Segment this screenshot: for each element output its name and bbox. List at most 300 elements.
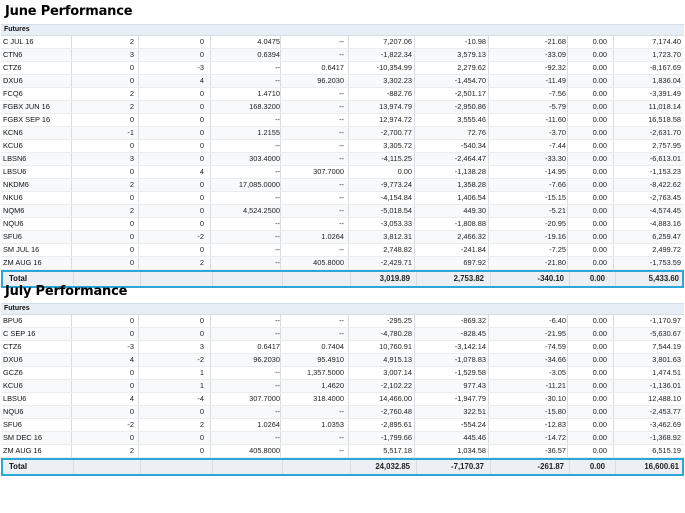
column-divider	[280, 192, 281, 204]
col-9-total: 16,600.61	[644, 462, 679, 471]
column-divider	[569, 272, 570, 286]
column-divider	[280, 166, 281, 178]
col-5-total: 3,019.89	[379, 274, 410, 283]
col-3-cell: --	[275, 193, 280, 202]
col-9-cell: 12,488.10	[648, 394, 681, 403]
column-divider	[138, 114, 139, 126]
column-divider	[414, 218, 415, 230]
symbol-cell: LBSU6	[3, 394, 27, 403]
col-3-cell: --	[275, 167, 280, 176]
column-divider	[414, 432, 415, 444]
column-divider	[414, 140, 415, 152]
col-6-cell: 977.43	[463, 381, 486, 390]
column-divider	[414, 36, 415, 48]
col-8-cell: 0.00	[592, 316, 607, 325]
column-divider	[138, 341, 139, 353]
col-9-cell: -1,153.23	[649, 167, 681, 176]
col-8-cell: 0.00	[592, 102, 607, 111]
col-8-cell: 0.00	[592, 50, 607, 59]
col-4-cell: 0.7404	[321, 342, 344, 351]
column-divider	[138, 328, 139, 340]
column-divider	[210, 419, 211, 431]
column-divider	[282, 272, 283, 286]
col-9-cell: -8,422.62	[649, 180, 681, 189]
col-5-cell: -4,154.84	[380, 193, 412, 202]
table-row[interactable]	[1, 179, 684, 192]
column-divider	[567, 192, 568, 204]
col-3-cell: --	[275, 76, 280, 85]
col-6-cell: 697.92	[463, 258, 486, 267]
col-1-cell: -1	[127, 128, 134, 137]
col-7-total: -340.10	[537, 274, 564, 283]
column-divider	[71, 315, 72, 327]
column-divider	[567, 166, 568, 178]
column-divider	[71, 153, 72, 165]
col-2-cell: 0	[199, 102, 204, 111]
col-3-cell: 1.4710	[257, 89, 280, 98]
symbol-cell: SM DEC 16	[3, 433, 43, 442]
column-divider	[71, 419, 72, 431]
table-row[interactable]	[1, 328, 684, 341]
column-divider	[71, 140, 72, 152]
col-8-cell: 0.00	[592, 407, 607, 416]
col-8-cell: 0.00	[592, 420, 607, 429]
symbol-cell: KCU6	[3, 381, 23, 390]
column-divider	[414, 205, 415, 217]
column-divider	[210, 75, 211, 87]
col-5-cell: -2,102.22	[380, 381, 412, 390]
column-divider	[348, 101, 349, 113]
col-4-cell: --	[339, 193, 344, 202]
column-divider	[210, 218, 211, 230]
table-row[interactable]	[1, 218, 684, 231]
column-divider	[613, 140, 614, 152]
column-divider	[488, 153, 489, 165]
col-5-cell: 10,760.91	[379, 342, 412, 351]
table-row[interactable]	[1, 231, 684, 244]
column-divider	[210, 244, 211, 256]
col-6-cell: -1,808.88	[454, 219, 486, 228]
col-4-cell: 0.6417	[321, 63, 344, 72]
column-divider	[282, 460, 283, 474]
column-divider	[613, 101, 614, 113]
table-row[interactable]	[1, 127, 684, 140]
column-divider	[567, 49, 568, 61]
col-6-cell: -2,501.17	[454, 89, 486, 98]
table-row[interactable]	[1, 166, 684, 179]
col-3-cell: 17,085.0000	[238, 180, 280, 189]
column-divider	[280, 315, 281, 327]
column-divider	[138, 244, 139, 256]
column-divider	[280, 393, 281, 405]
col-9-cell: 6,515.19	[652, 446, 681, 455]
table-row[interactable]	[1, 406, 684, 419]
col-6-cell: -1,454.70	[454, 76, 486, 85]
column-divider	[488, 367, 489, 379]
table-row[interactable]	[1, 75, 684, 88]
symbol-cell: SFU6	[3, 232, 22, 241]
table-row[interactable]	[1, 192, 684, 205]
column-divider	[567, 218, 568, 230]
column-divider	[488, 393, 489, 405]
col-3-cell: --	[275, 407, 280, 416]
col-2-cell: 0	[199, 37, 204, 46]
symbol-cell: ZM AUG 16	[3, 446, 42, 455]
table-row[interactable]	[1, 114, 684, 127]
col-5-cell: -882.76	[386, 89, 412, 98]
symbol-cell: C SEP 16	[3, 329, 36, 338]
col-5-cell: 3,812.31	[383, 232, 412, 241]
column-divider	[71, 380, 72, 392]
col-7-cell: -15.80	[545, 407, 566, 416]
column-divider	[350, 460, 351, 474]
col-9-cell: 16,518.58	[648, 115, 681, 124]
july-title: July Performance	[5, 284, 128, 299]
col-6-cell: 2,466.32	[457, 232, 486, 241]
table-row[interactable]	[1, 393, 684, 406]
column-divider	[71, 179, 72, 191]
column-divider	[613, 166, 614, 178]
col-1-cell: 0	[129, 368, 134, 377]
column-divider	[613, 88, 614, 100]
symbol-cell: ZM AUG 16	[3, 258, 42, 267]
column-divider	[567, 101, 568, 113]
column-divider	[414, 88, 415, 100]
column-divider	[280, 445, 281, 457]
col-7-cell: -33.30	[545, 154, 566, 163]
col-7-cell: -30.10	[545, 394, 566, 403]
col-4-cell: --	[339, 446, 344, 455]
col-7-cell: -92.32	[545, 63, 566, 72]
col-6-cell: 3,555.46	[457, 115, 486, 124]
col-9-cell: -8,167.69	[649, 63, 681, 72]
table-row[interactable]	[1, 419, 684, 432]
column-divider	[280, 419, 281, 431]
table-row[interactable]	[1, 341, 684, 354]
col-3-cell: --	[275, 381, 280, 390]
col-3-cell: --	[275, 63, 280, 72]
col-4-cell: --	[339, 154, 344, 163]
col-7-cell: -74.59	[545, 342, 566, 351]
col-3-cell: 303.4000	[249, 154, 280, 163]
col-4-cell: --	[339, 433, 344, 442]
table-row[interactable]	[1, 36, 684, 49]
col-5-cell: 3,302.23	[383, 76, 412, 85]
col-8-cell: 0.00	[592, 63, 607, 72]
column-divider	[414, 354, 415, 366]
col-1-cell: 3	[129, 50, 134, 59]
col-4-cell: 96.2030	[317, 76, 344, 85]
column-divider	[210, 205, 211, 217]
column-divider	[613, 179, 614, 191]
col-7-cell: -33.09	[545, 50, 566, 59]
column-divider	[71, 114, 72, 126]
table-row[interactable]	[1, 315, 684, 328]
column-divider	[488, 432, 489, 444]
column-divider	[567, 75, 568, 87]
column-divider	[280, 179, 281, 191]
col-8-cell: 0.00	[592, 76, 607, 85]
col-9-cell: 6,259.47	[652, 232, 681, 241]
col-4-cell: --	[339, 37, 344, 46]
column-divider	[613, 244, 614, 256]
column-divider	[615, 460, 616, 474]
column-divider	[567, 367, 568, 379]
col-9-cell: -1,136.01	[649, 381, 681, 390]
col-8-total: 0.00	[589, 274, 605, 283]
column-divider	[138, 445, 139, 457]
column-divider	[71, 231, 72, 243]
column-divider	[414, 62, 415, 74]
column-divider	[348, 153, 349, 165]
column-divider	[567, 231, 568, 243]
col-5-cell: -2,700.77	[380, 128, 412, 137]
column-divider	[280, 49, 281, 61]
col-4-cell: 1.4620	[321, 381, 344, 390]
column-divider	[140, 460, 141, 474]
col-2-cell: -3	[197, 63, 204, 72]
col-3-cell: --	[275, 329, 280, 338]
col-4-cell: --	[339, 115, 344, 124]
col-4-cell: 307.7000	[313, 167, 344, 176]
column-divider	[212, 460, 213, 474]
column-divider	[350, 272, 351, 286]
col-2-cell: 0	[199, 180, 204, 189]
col-6-cell: 1,358.28	[457, 180, 486, 189]
table-row[interactable]	[1, 244, 684, 257]
column-divider	[210, 445, 211, 457]
table-row[interactable]	[1, 88, 684, 101]
column-divider	[138, 101, 139, 113]
column-divider	[210, 406, 211, 418]
column-divider	[348, 354, 349, 366]
column-divider	[212, 272, 213, 286]
col-7-cell: -12.83	[545, 420, 566, 429]
symbol-cell: DXU6	[3, 76, 23, 85]
symbol-cell: LBSU6	[3, 167, 27, 176]
table-row[interactable]	[1, 62, 684, 75]
column-divider	[348, 75, 349, 87]
table-row[interactable]	[1, 257, 684, 270]
column-divider	[280, 354, 281, 366]
column-divider	[567, 140, 568, 152]
symbol-cell: GCZ6	[3, 368, 23, 377]
column-divider	[488, 354, 489, 366]
col-9-cell: 7,544.19	[652, 342, 681, 351]
col-9-cell: -1,368.92	[649, 433, 681, 442]
column-divider	[138, 75, 139, 87]
table-row[interactable]	[1, 140, 684, 153]
column-divider	[348, 315, 349, 327]
july-total-row	[1, 458, 684, 476]
col-5-cell: 2,748.82	[383, 245, 412, 254]
column-divider	[138, 49, 139, 61]
column-divider	[414, 166, 415, 178]
column-divider	[210, 36, 211, 48]
column-divider	[348, 218, 349, 230]
table-row[interactable]	[1, 445, 684, 458]
column-divider	[210, 114, 211, 126]
column-divider	[138, 153, 139, 165]
column-divider	[416, 460, 417, 474]
col-9-cell: 1,836.04	[652, 76, 681, 85]
column-divider	[348, 179, 349, 191]
col-5-cell: -4,115.25	[381, 154, 412, 163]
col-7-cell: -34.66	[545, 355, 566, 364]
column-divider	[138, 231, 139, 243]
column-divider	[280, 75, 281, 87]
column-divider	[280, 218, 281, 230]
col-2-cell: 0	[199, 115, 204, 124]
column-divider	[567, 179, 568, 191]
column-divider	[414, 341, 415, 353]
column-divider	[138, 419, 139, 431]
column-divider	[138, 62, 139, 74]
col-5-cell: -1,822.34	[380, 50, 412, 59]
col-1-cell: 0	[129, 219, 134, 228]
column-divider	[567, 419, 568, 431]
col-6-cell: -1,947.79	[454, 394, 486, 403]
col-1-cell: 0	[129, 167, 134, 176]
col-3-cell: --	[275, 232, 280, 241]
col-3-cell: --	[275, 115, 280, 124]
col-2-cell: 0	[199, 433, 204, 442]
july-table	[1, 303, 684, 476]
column-divider	[567, 62, 568, 74]
column-divider	[280, 114, 281, 126]
column-divider	[138, 315, 139, 327]
col-9-total: 5,433.60	[648, 274, 679, 283]
col-9-cell: -1,753.59	[649, 258, 681, 267]
july-rows	[1, 315, 684, 458]
column-divider	[140, 272, 141, 286]
col-6-total: -7,170.37	[451, 462, 484, 471]
column-divider	[138, 192, 139, 204]
column-divider	[71, 432, 72, 444]
col-9-cell: -3,462.69	[649, 420, 681, 429]
col-7-total: -261.87	[537, 462, 564, 471]
col-3-cell: 307.7000	[249, 394, 280, 403]
symbol-cell: NKDM6	[3, 180, 29, 189]
table-row[interactable]	[1, 354, 684, 367]
col-4-cell: 1.0353	[321, 420, 344, 429]
col-7-cell: -14.72	[545, 433, 566, 442]
table-row[interactable]	[1, 205, 684, 218]
column-divider	[348, 445, 349, 457]
symbol-cell: NKU6	[3, 193, 23, 202]
table-row[interactable]	[1, 101, 684, 114]
col-7-cell: -20.95	[545, 219, 566, 228]
col-6-cell: -1,138.28	[454, 167, 486, 176]
symbol-cell: DXU6	[3, 355, 23, 364]
column-divider	[414, 179, 415, 191]
col-8-cell: 0.00	[592, 128, 607, 137]
col-2-cell: 4	[199, 76, 204, 85]
column-divider	[210, 166, 211, 178]
table-row[interactable]	[1, 153, 684, 166]
col-8-cell: 0.00	[592, 258, 607, 267]
col-6-cell: -10.98	[465, 37, 486, 46]
col-9-cell: -4,883.16	[649, 219, 681, 228]
col-2-cell: -2	[197, 355, 204, 364]
col-6-cell: -540.34	[460, 141, 486, 150]
column-divider	[488, 75, 489, 87]
col-3-cell: 0.6394	[257, 50, 280, 59]
column-divider	[613, 231, 614, 243]
column-divider	[210, 367, 211, 379]
column-divider	[567, 445, 568, 457]
col-1-cell: 0	[129, 433, 134, 442]
col-4-cell: --	[339, 329, 344, 338]
column-divider	[138, 36, 139, 48]
column-divider	[613, 341, 614, 353]
col-3-cell: 4.0475	[257, 37, 280, 46]
col-6-cell: -869.32	[460, 316, 486, 325]
column-divider	[71, 205, 72, 217]
col-8-cell: 0.00	[592, 193, 607, 202]
column-divider	[488, 166, 489, 178]
col-6-cell: 445.46	[463, 433, 486, 442]
column-divider	[348, 192, 349, 204]
col-5-total: 24,032.85	[375, 462, 410, 471]
column-divider	[615, 272, 616, 286]
col-6-cell: -3,142.14	[454, 342, 486, 351]
symbol-cell: NQU6	[3, 407, 24, 416]
column-divider	[210, 354, 211, 366]
table-row[interactable]	[1, 49, 684, 62]
col-4-cell: 95.4910	[317, 355, 344, 364]
col-5-cell: 3,305.72	[383, 141, 412, 150]
table-row[interactable]	[1, 367, 684, 380]
col-7-cell: -7.66	[549, 180, 566, 189]
col-8-cell: 0.00	[592, 206, 607, 215]
col-9-cell: 2,757.95	[652, 141, 681, 150]
column-divider	[138, 205, 139, 217]
column-divider	[613, 192, 614, 204]
table-row[interactable]	[1, 380, 684, 393]
column-divider	[567, 244, 568, 256]
july-group-header: Futures	[1, 303, 684, 315]
col-1-cell: 0	[129, 245, 134, 254]
col-6-cell: 3,579.13	[457, 50, 486, 59]
column-divider	[414, 315, 415, 327]
col-6-cell: -2,464.47	[454, 154, 486, 163]
column-divider	[567, 88, 568, 100]
col-7-cell: -5.79	[549, 102, 566, 111]
col-6-cell: -2,950.86	[454, 102, 486, 111]
col-1-cell: 0	[129, 329, 134, 338]
column-divider	[613, 218, 614, 230]
col-9-cell: -2,453.77	[649, 407, 681, 416]
column-divider	[138, 354, 139, 366]
column-divider	[567, 205, 568, 217]
table-row[interactable]	[1, 432, 684, 445]
col-1-cell: 2	[129, 37, 134, 46]
column-divider	[488, 380, 489, 392]
symbol-cell: SFU6	[3, 420, 22, 429]
column-divider	[414, 231, 415, 243]
col-4-cell: 1.0264	[321, 232, 344, 241]
col-9-cell: 1,723.70	[652, 50, 681, 59]
col-5-cell: -9,773.24	[380, 180, 412, 189]
column-divider	[488, 114, 489, 126]
column-divider	[138, 218, 139, 230]
column-divider	[488, 419, 489, 431]
col-5-cell: 14,466.00	[379, 394, 412, 403]
column-divider	[613, 406, 614, 418]
col-7-cell: -15.15	[545, 193, 566, 202]
col-3-cell: 1.2155	[257, 128, 280, 137]
